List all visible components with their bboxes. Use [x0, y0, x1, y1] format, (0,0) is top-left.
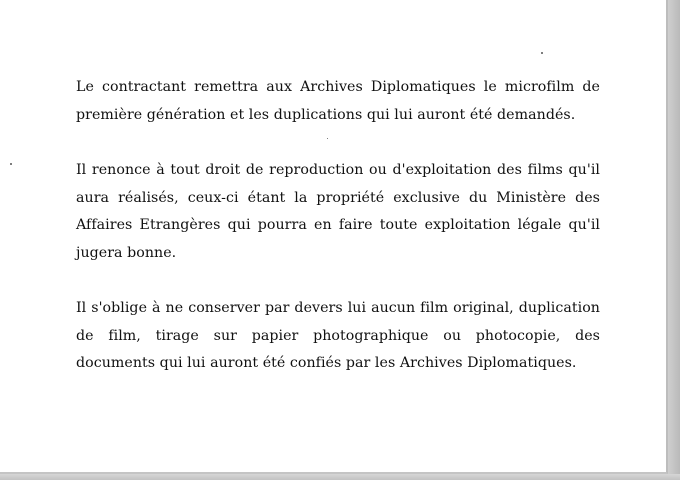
scan-speck — [327, 138, 328, 139]
paragraph-retention-obligation: Il s'oblige à ne conserver par devers lui aucun film original, duplication de film, tirage sur papier photographique ou photocopie, des documents qui lui auront été confiés par les Archives Diplomatiques. — [76, 300, 600, 371]
paragraph-reproduction-rights: Il renonce à tout droit de reproduction ou d'exploitation des films qu'il aura réalisés, ceux-ci étant la propriété exclusive du Ministère des Affaires Etrangères qui pourra en faire toute exploitation légale qu'il jugera bonne. — [76, 162, 600, 261]
scan-speck — [541, 52, 543, 54]
scan-speck — [10, 163, 12, 165]
paragraph-microfilm-delivery: Le contractant remettra aux Archives Diplomatiques le microfilm de première génération et les duplications qui lui auront été demandés. — [76, 79, 600, 123]
scan-border-right — [668, 0, 680, 480]
scan-border-bottom — [0, 474, 680, 480]
